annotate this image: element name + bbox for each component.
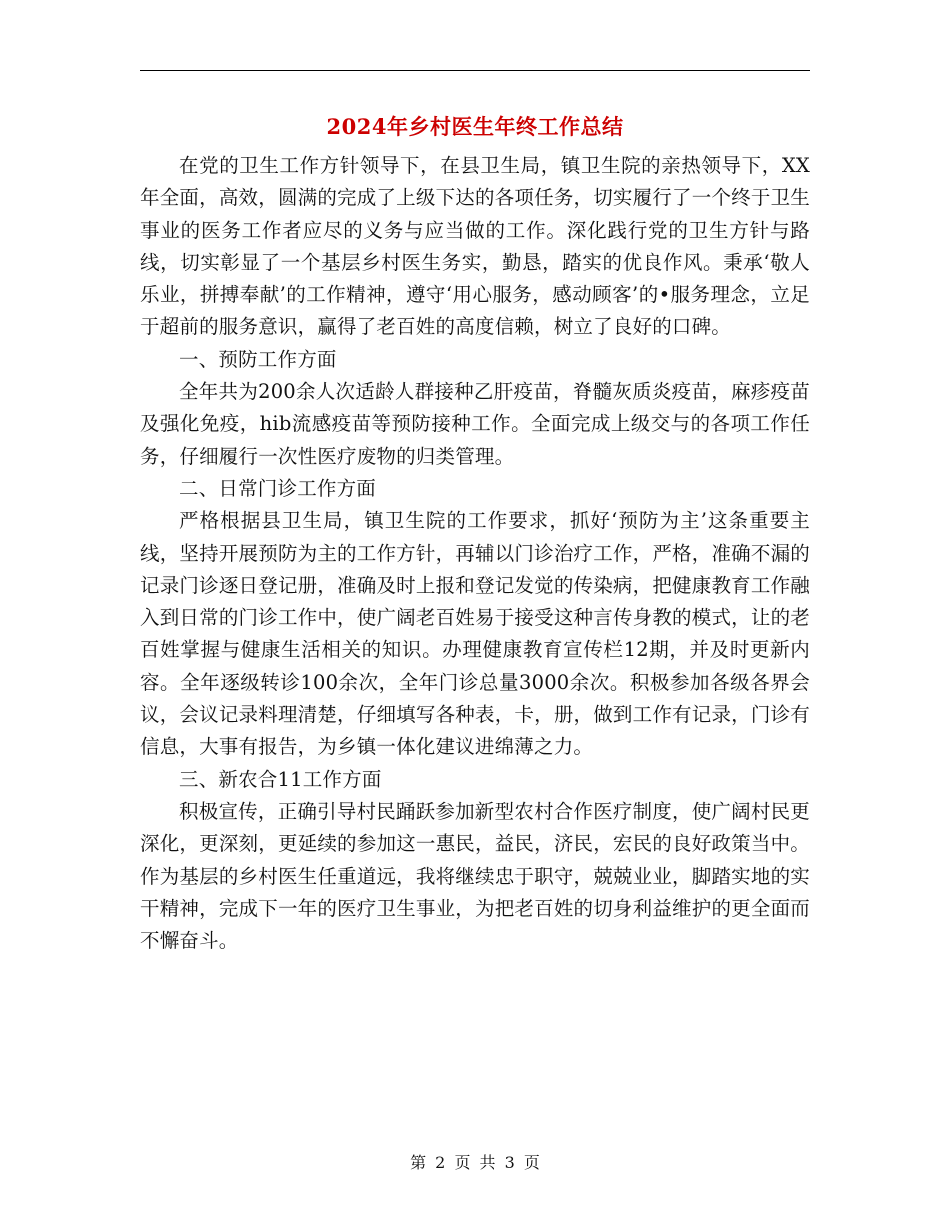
paragraph-prevention: 全年共为200余人次适龄人群接种乙肝疫苗，脊髓灰质炎疫苗，麻疹疫苗及强化免疫，hib流感疫苗等预防接种工作。全面完成上级交与的各项工作任务，仔细履行一次性医疗废物的归类管理。 [140, 380, 810, 468]
section-heading-rural-cooperative: 三、新农合11工作方面 [179, 767, 382, 791]
section-heading-prevention: 一、预防工作方面 [179, 347, 337, 371]
header-rule [140, 70, 810, 71]
document-body [140, 150, 810, 957]
page-number-footer: 第 2 页 共 3 页 [410, 1153, 540, 1172]
paragraph-intro: 在党的卫生工作方针领导下，在县卫生局，镇卫生院的亲热领导下，XX年全面，高效，圆满的完成了上级下达的各项任务，切实履行了一个终于卫生事业的医务工作者应尽的义务与应当做的工作。深化践行党的卫生方针与路线，切实彰显了一个基层乡村医生务实，勤恳，踏实的优良作风。秉承‘敬人乐业，拼搏奉献’的工作精神，遵守‘用心服务，感动顾客’的•服务理念，立足于超前的服务意识，赢得了老百姓的高度信赖，树立了良好的口碑。 [140, 154, 810, 339]
paragraph-outpatient: 严格根据县卫生局，镇卫生院的工作要求，抓好‘预防为主’这条重要主线，坚持开展预防为主的工作方针，再辅以门诊治疗工作，严格，准确不漏的记录门诊逐日登记册，准确及时上报和登记发觉的传染病，把健康教育工作融入到日常的门诊工作中，使广阔老百姓易于接受这种言传身教的模式，让的老百姓掌握与健康生活相关的知识。办理健康教育宣传栏12期，并及时更新内容。全年逐级转诊100余次，全年门诊总量3000余次。积极参加各级各界会议，会议记录料理清楚，仔细填写各种表，卡，册，做到工作有记录，门诊有信息，大事有报告，为乡镇一体化建议进绵薄之力。 [140, 509, 810, 759]
section-heading-outpatient: 二、日常门诊工作方面 [179, 476, 377, 500]
paragraph-rural-cooperative: 积极宣传，正确引导村民踊跃参加新型农村合作医疗制度，使广阔村民更深化，更深刻，更延续的参加这一惠民，益民，济民，宏民的良好政策当中。作为基层的乡村医生任重道远，我将继续忠于职守，兢兢业业，脚踏实地的实干精神，完成下一年的医疗卫生事业，为把老百姓的切身利益维护的更全面而不懈奋斗。 [140, 799, 810, 953]
document-title: 2024年乡村医生年终工作总结 [326, 114, 624, 139]
